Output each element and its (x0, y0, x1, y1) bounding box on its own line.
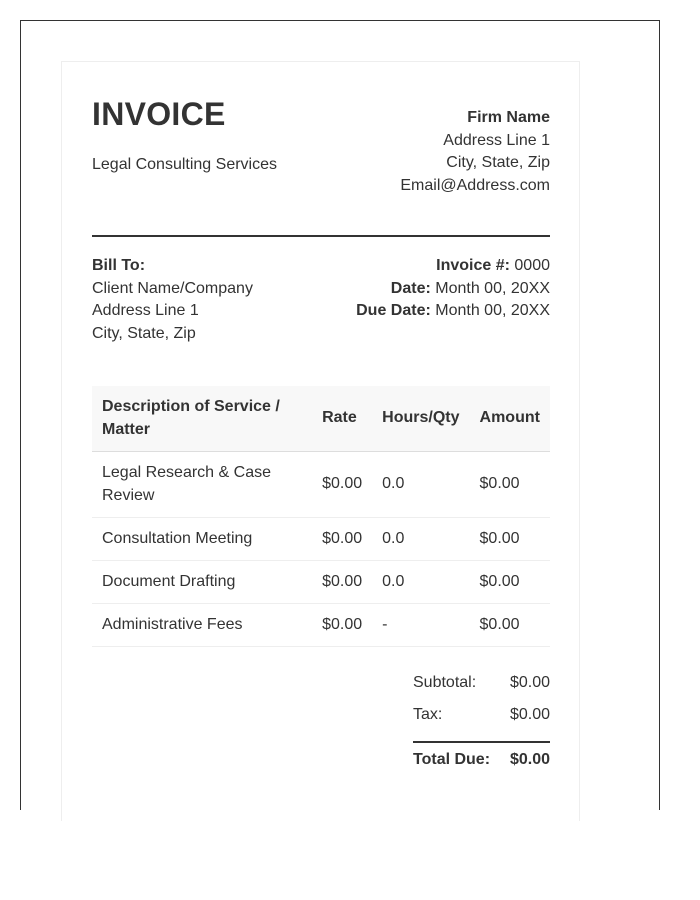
date-value: Month 00, 20XX (435, 279, 550, 297)
row-rate: $0.00 (312, 561, 372, 604)
row-amount: $0.00 (470, 561, 550, 604)
firm-email: Email@Address.com (400, 176, 550, 194)
date-label: Date: (390, 279, 431, 297)
client-address-line-1: Address Line 1 (92, 302, 199, 319)
row-rate: $0.00 (312, 518, 372, 561)
header-hours: Hours/Qty (372, 386, 469, 452)
due-date-row (356, 300, 550, 323)
subtotal-row (413, 672, 550, 694)
row-hours: - (372, 604, 469, 647)
row-amount: $0.00 (470, 518, 550, 561)
services-table (92, 386, 550, 647)
table-row (92, 452, 550, 518)
total-due-value: $0.00 (509, 751, 550, 768)
invoice-number-label: Invoice #: (436, 257, 510, 274)
row-rate: $0.00 (312, 604, 372, 647)
total-due-label: Total Due: (413, 751, 491, 768)
firm-info (400, 107, 550, 197)
table-header-row (92, 386, 550, 452)
row-description: Legal Research & Case Review (92, 452, 312, 518)
date-row (356, 278, 550, 301)
bill-to-label: Bill To: (92, 257, 146, 274)
subtotal-label: Subtotal: (413, 674, 477, 691)
row-rate: $0.00 (312, 452, 372, 518)
row-description: Administrative Fees (92, 604, 312, 647)
firm-city-state-zip: City, State, Zip (446, 154, 550, 171)
bill-to-block (92, 255, 253, 345)
table-row (92, 518, 550, 561)
invoice-number-value: 0000 (514, 257, 550, 274)
row-amount: $0.00 (470, 604, 550, 647)
row-hours: 0.0 (372, 561, 469, 604)
tax-value: $0.00 (509, 706, 550, 723)
header-description: Description of Service / Matter (92, 386, 312, 452)
due-date-value: Month 00, 20XX (435, 302, 550, 319)
due-date-label: Due Date: (356, 302, 431, 319)
firm-address-line-1: Address Line 1 (443, 131, 550, 149)
invoice-title: INVOICE (92, 96, 226, 132)
invoice-details (92, 237, 550, 387)
row-hours: 0.0 (372, 452, 469, 518)
client-city-state-zip: City, State, Zip (92, 324, 196, 342)
totals-divider (413, 741, 550, 743)
firm-name: Firm Name (467, 109, 550, 126)
tax-row (413, 704, 550, 726)
client-name: Client Name/Company (92, 279, 253, 297)
row-description: Document Drafting (92, 561, 312, 604)
row-amount: $0.00 (470, 452, 550, 518)
row-hours: 0.0 (372, 518, 469, 561)
tax-label: Tax: (413, 706, 443, 723)
invoice-number-row (356, 255, 550, 278)
invoice-card (61, 61, 580, 821)
table-row (92, 604, 550, 647)
subtotal-value: $0.00 (509, 674, 550, 691)
invoice-header (92, 92, 550, 237)
header-amount: Amount (470, 386, 550, 452)
invoice-subtitle: Legal Consulting Services (92, 156, 277, 173)
invoice-content (92, 92, 550, 768)
table-row (92, 561, 550, 604)
total-due-row (413, 749, 550, 771)
row-description: Consultation Meeting (92, 518, 312, 561)
header-rate: Rate (312, 386, 372, 452)
invoice-meta (356, 255, 550, 323)
